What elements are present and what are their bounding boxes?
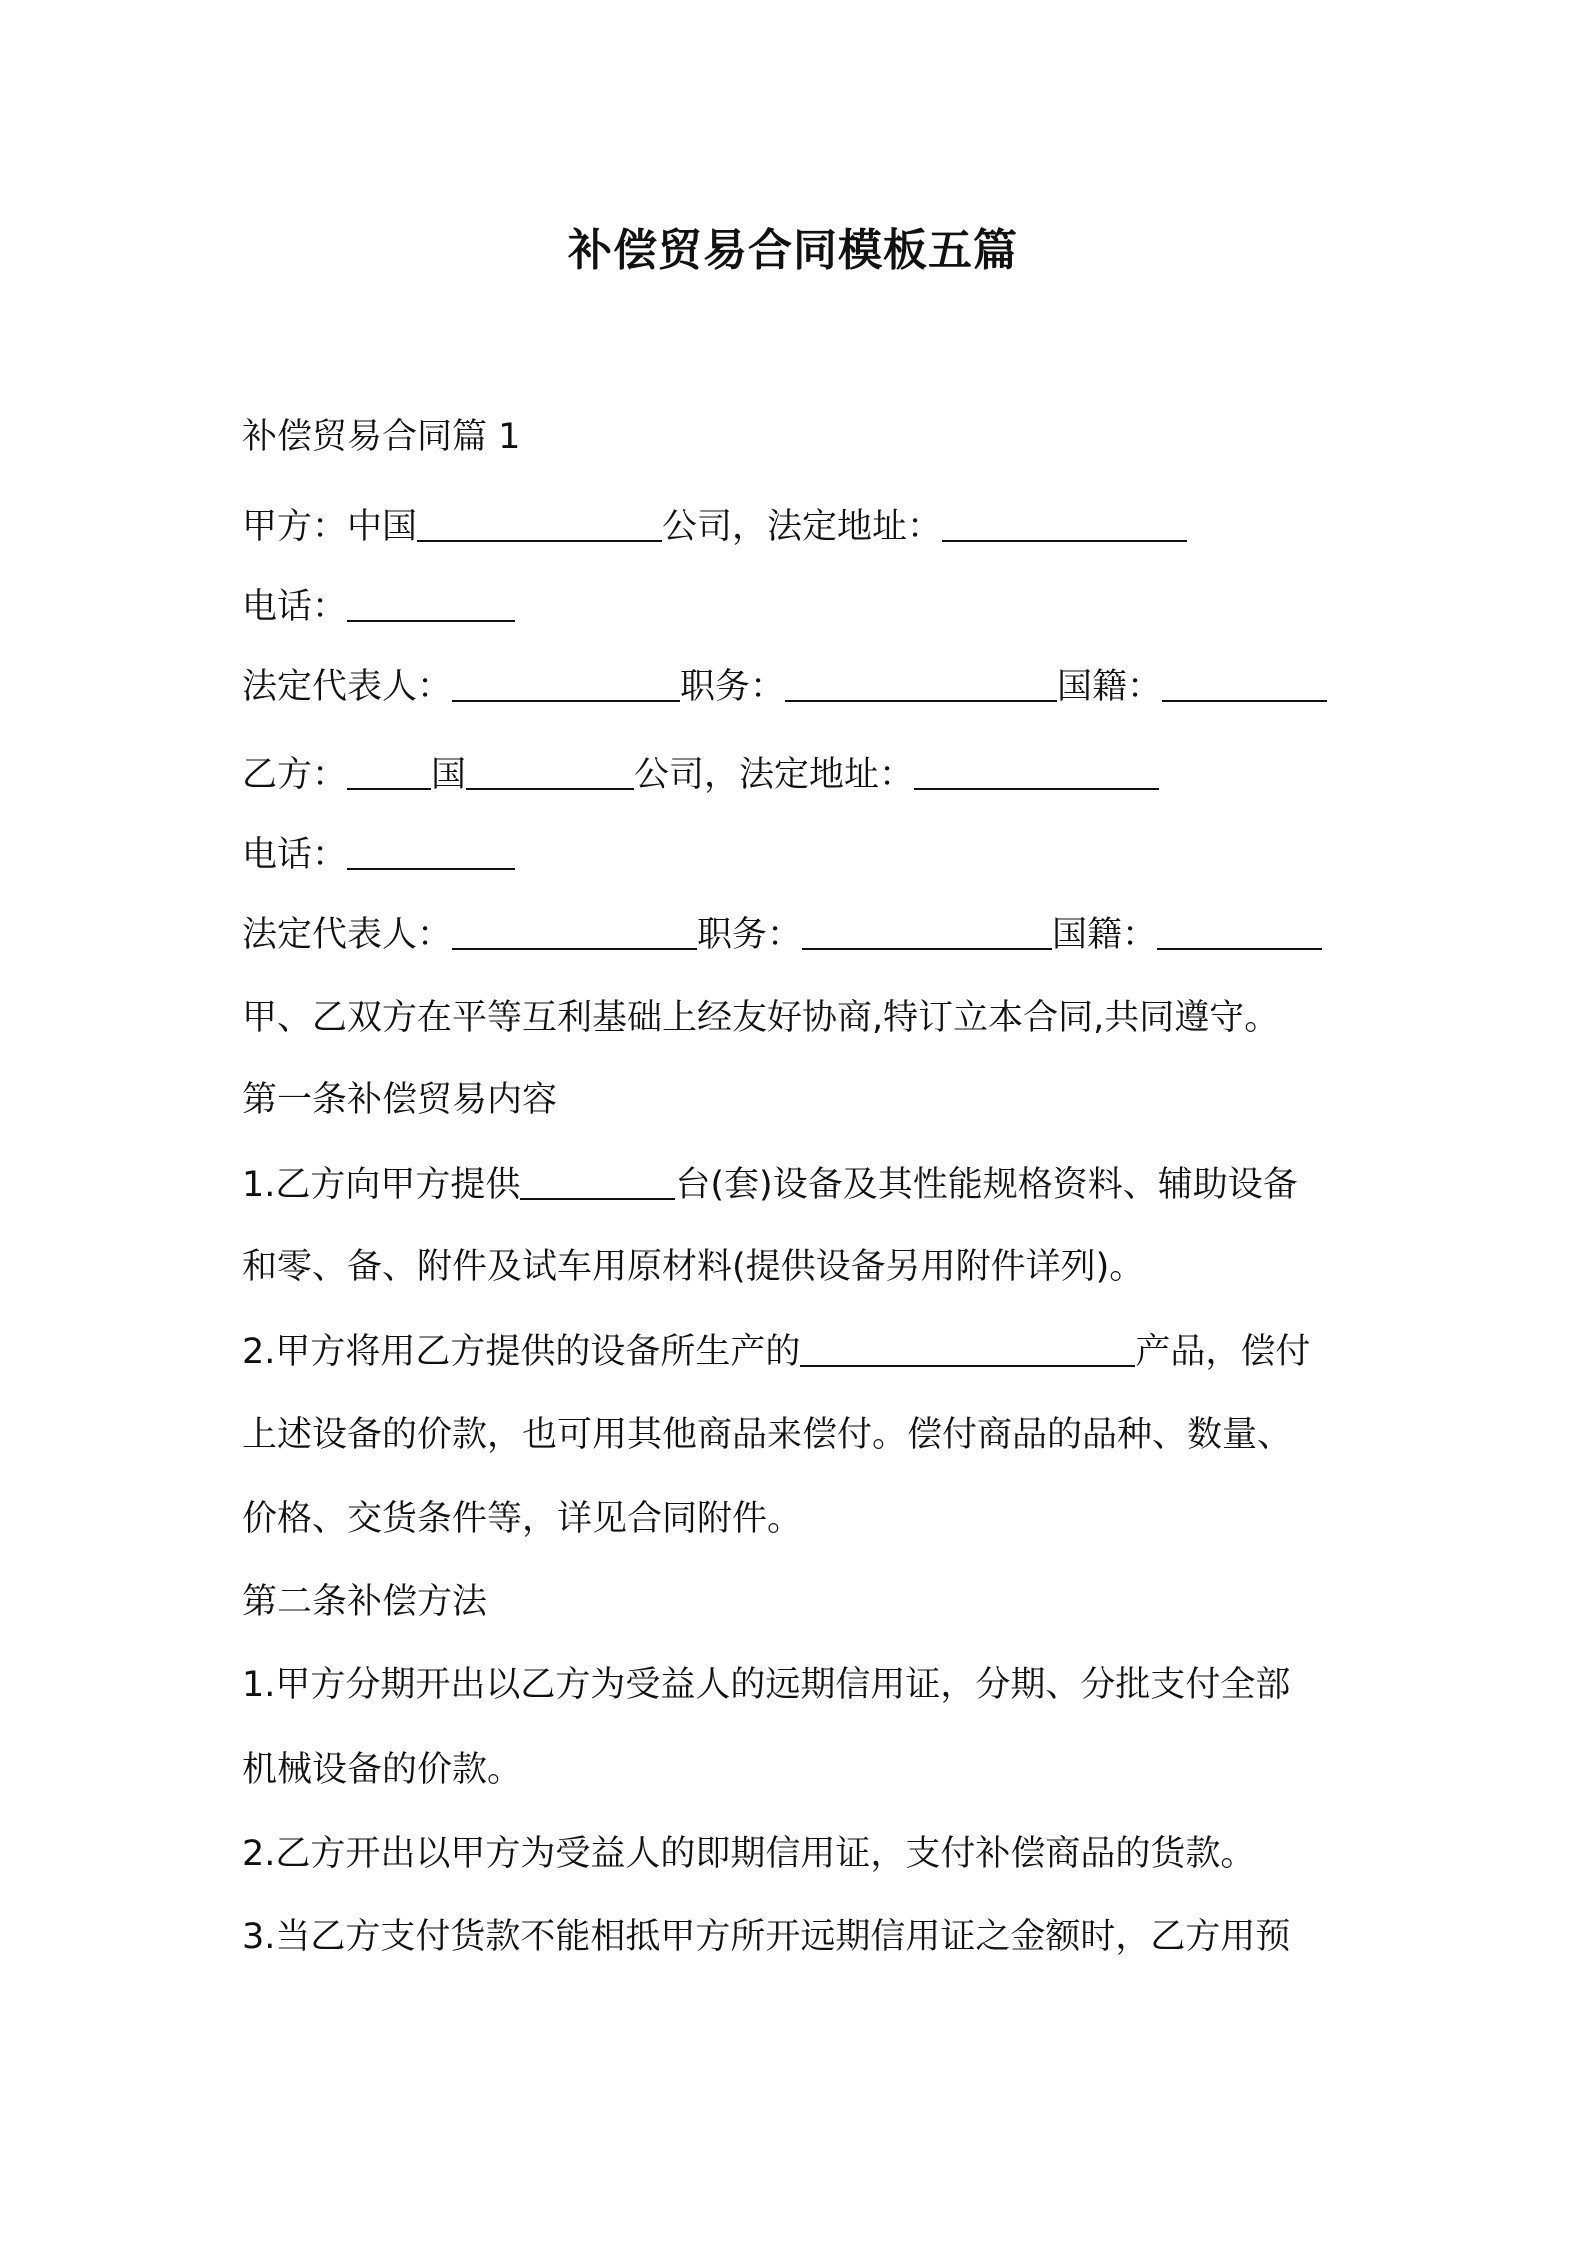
article-1-item-2-line-1: [242, 1330, 1310, 1374]
article-1-item-1-line-1: [242, 1163, 1298, 1207]
article-1-item-2-line-3: 价格、交货条件等，详见合同附件。: [242, 1499, 803, 1539]
article-1-item-1-text-a: 1.乙方向甲方提供: [242, 1165, 521, 1205]
party-b-rep-label: 法定代表人：: [242, 915, 453, 955]
article-1-item-1-line-2: 和零、备、附件及试车用原材料(提供设备另用附件详列)。: [242, 1247, 1145, 1287]
party-b-position-blank: [802, 918, 1052, 950]
party-b-country-suffix: 国: [431, 755, 467, 795]
article-1-item-1-blank: [520, 1168, 675, 1200]
party-a-nationality-blank: [1162, 670, 1327, 702]
party-a-company-blank: [417, 510, 662, 542]
party-b-phone-line: [242, 833, 515, 877]
party-b-position-label: 职务：: [697, 915, 803, 955]
article-1-item-2-line-2: 上述设备的价款，也可用其他商品来偿付。偿付商品的品种、数量、: [242, 1415, 1293, 1455]
party-b-country-blank: [347, 758, 431, 790]
party-b-nationality-label: 国籍：: [1052, 915, 1158, 955]
document-title: 补偿贸易合同模板五篇: [568, 225, 1018, 276]
preamble: 甲、乙双方在平等互利基础上经友好协商,特订立本合同,共同遵守。: [242, 998, 1280, 1038]
article-1-item-1-text-b: 台(套)设备及其性能规格资料、辅助设备: [675, 1165, 1298, 1205]
party-b-company-blank: [466, 758, 634, 790]
party-a-rep-line: [242, 665, 1327, 709]
party-a-position-blank: [785, 670, 1057, 702]
article-2-item-3: 3.当乙方支付货款不能相抵甲方所开远期信用证之金额时，乙方用预: [242, 1917, 1291, 1957]
article-1-item-2-text-a: 2.甲方将用乙方提供的设备所生产的: [242, 1332, 801, 1372]
party-b-nationality-blank: [1157, 918, 1322, 950]
section-heading: 补偿贸易合同篇 1: [242, 417, 521, 457]
party-b-address-blank: [914, 758, 1159, 790]
party-a-phone-label: 电话：: [242, 587, 348, 627]
party-b-rep-blank: [452, 918, 697, 950]
party-b-label: 乙方：: [242, 755, 348, 795]
article-2-item-1-line-2: 机械设备的价款。: [242, 1750, 523, 1790]
article-2-heading: 第二条补偿方法: [242, 1582, 488, 1622]
party-a-nationality-label: 国籍：: [1057, 667, 1163, 707]
party-a-label: 甲方：中国: [242, 507, 418, 547]
party-a-rep-label: 法定代表人：: [242, 667, 453, 707]
party-b-rep-line: [242, 913, 1322, 957]
party-a-phone-blank: [347, 590, 515, 622]
party-a-company-suffix: 公司，法定地址：: [662, 507, 943, 547]
article-2-item-2: 2.乙方开出以甲方为受益人的即期信用证，支付补偿商品的货款。: [242, 1834, 1256, 1874]
party-a-rep-blank: [452, 670, 680, 702]
article-1-item-2-blank: [800, 1335, 1135, 1367]
party-a-line: [242, 505, 1187, 549]
party-b-phone-blank: [347, 838, 515, 870]
article-1-item-2-text-b: 产品，偿付: [1135, 1332, 1311, 1372]
article-1-heading: 第一条补偿贸易内容: [242, 1080, 558, 1120]
article-2-item-1-line-1: 1.甲方分期开出以乙方为受益人的远期信用证，分期、分批支付全部: [242, 1665, 1291, 1705]
party-a-position-label: 职务：: [680, 667, 786, 707]
party-b-line: [242, 753, 1159, 797]
party-a-phone-line: [242, 585, 515, 629]
party-a-address-blank: [942, 510, 1187, 542]
party-b-company-suffix: 公司，法定地址：: [634, 755, 915, 795]
party-b-phone-label: 电话：: [242, 835, 348, 875]
